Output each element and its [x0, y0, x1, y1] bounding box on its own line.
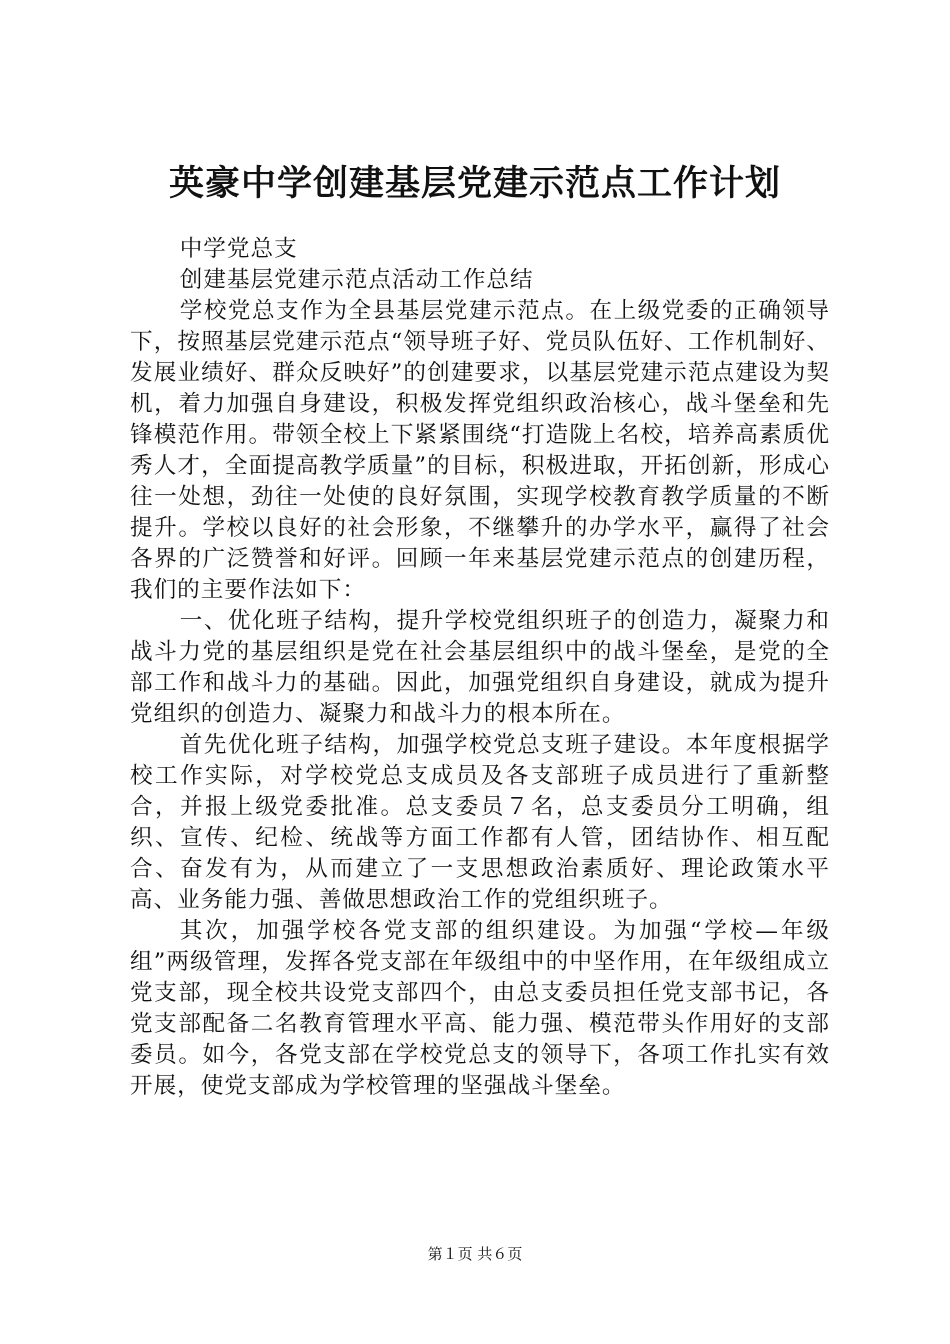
paragraph-organization: 中学党总支 [179, 236, 298, 262]
document-body [130, 234, 830, 1102]
paragraph-subtitle: 创建基层党建示范点活动工作总结 [179, 267, 534, 293]
paragraph-introduction: 学校党总支作为全县基层党建示范点。在上级党委的正确领导下，按照基层党建示范点“领导班子好、党员队伍好、工作机制好、发展业绩好、群众反映好”的创建要求，以基层党建示范点建设为契机，着力加强自身建设，积极发挥党组织政治核心，战斗堡垒和先锋模范作用。带领全校上下紧紧围绕“打造陇上名校，培养高素质优秀人才，全面提高教学质量”的目标，积极进取，开拓创新，形成心往一处想，劲往一处使的良好氛围，实现学校教育教学质量的不断提升。学校以良好的社会形象，不继攀升的办学水平，赢得了社会各界的广泛赞誉和好评。回顾一年来基层党建示范点的创建历程，我们的主要作法如下： [130, 298, 830, 603]
paragraph-first-measure: 首先优化班子结构，加强学校党总支班子建设。本年度根据学校工作实际，对学校党总支成员及各支部班子成员进行了重新整合，并报上级党委批准。总支委员７名，总支委员分工明确，组织、宣传、纪检、统战等方面工作都有人管，团结协作、相互配合、奋发有为，从而建立了一支思想政治素质好、理论政策水平高、业务能力强、善做思想政治工作的党组织班子。 [130, 732, 830, 913]
document-title: 英豪中学创建基层党建示范点工作计划 [168, 163, 781, 204]
paragraph-section-one: 一、优化班子结构，提升学校党组织班子的创造力，凝聚力和战斗力党的基层组织是党在社会基层组织中的战斗堡垒，是党的全部工作和战斗力的基础。因此，加强党组织自身建设，就成为提升党组织的创造力、凝聚力和战斗力的根本所在。 [130, 608, 830, 727]
paragraph-second-measure: 其次，加强学校各党支部的组织建设。为加强“学校—年级组”两级管理，发挥各党支部在年级组中的中坚作用，在年级组成立党支部，现全校共设党支部四个，由总支委员担任党支部书记，各党支部配备二名教育管理水平高、能力强、模范带头作用好的支部委员。如今，各党支部在学校党总支的领导下，各项工作扎实有效开展，使党支部成为学校管理的坚强战斗堡垒。 [130, 918, 830, 1099]
page-number: 第１页 共６页 [427, 1245, 523, 1263]
